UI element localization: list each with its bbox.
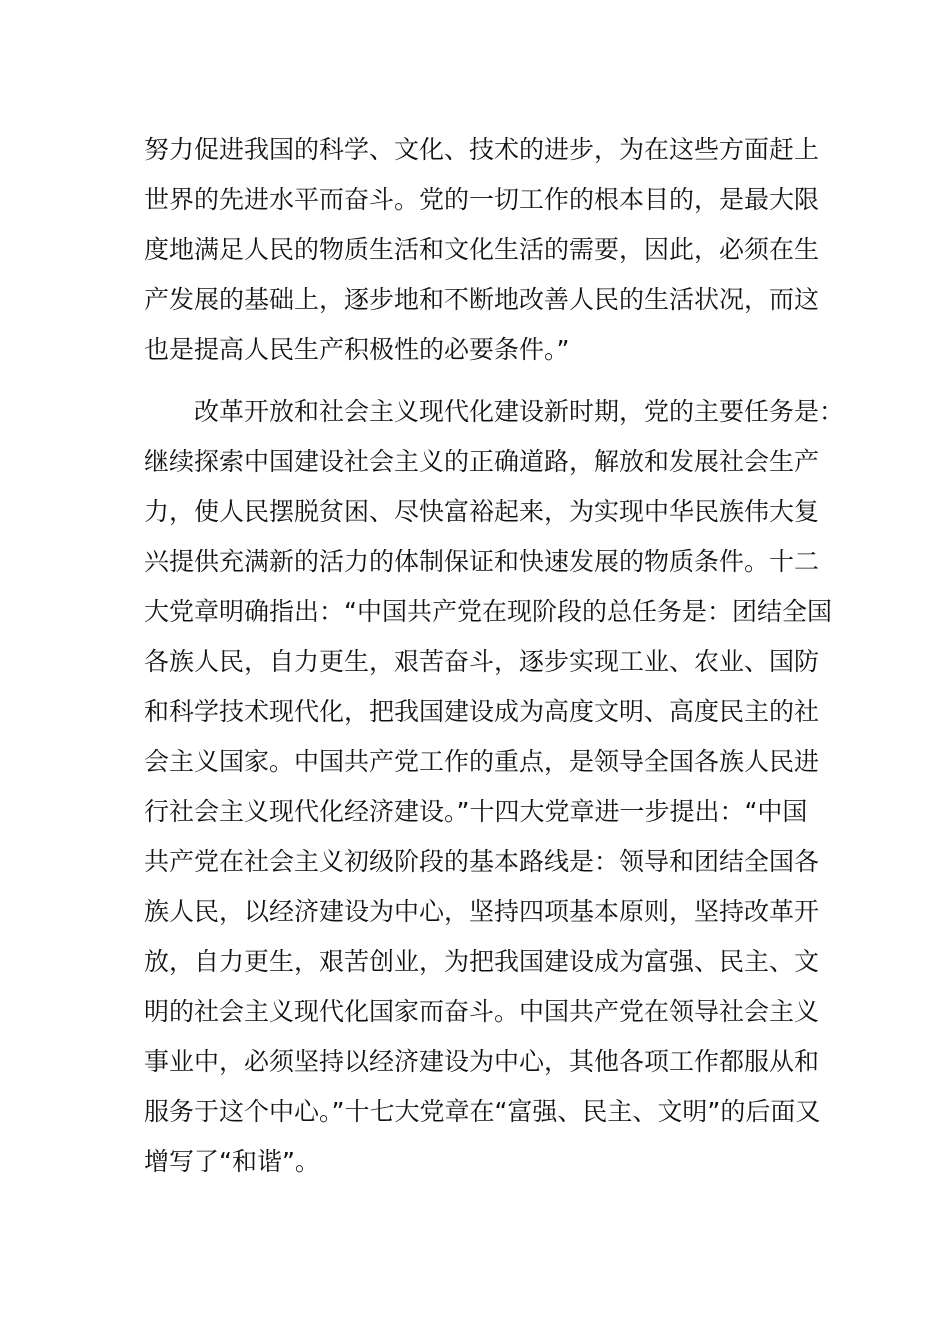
paragraph-line: 各族人民，自力更生，艰苦奋斗，逐步实现工业、农业、国防 bbox=[144, 647, 820, 676]
paragraph-line: 度地满足人民的物质生活和文化生活的需要，因此，必须在生 bbox=[144, 235, 820, 264]
paragraph-line: 改革开放和社会主义现代化建设新时期，党的主要任务是： bbox=[194, 397, 845, 426]
paragraph-line: 力，使人民摆脱贫困、尽快富裕起来，为实现中华民族伟大复 bbox=[144, 497, 820, 526]
paragraph-line: 努力促进我国的科学、文化、技术的进步，为在这些方面赶上 bbox=[144, 135, 820, 164]
paragraph-line: 和科学技术现代化，把我国建设成为高度文明、高度民主的社 bbox=[144, 697, 820, 726]
paragraph-1 bbox=[144, 125, 820, 375]
paragraph-line: 事业中，必须坚持以经济建设为中心，其他各项工作都服从和 bbox=[144, 1047, 820, 1076]
paragraph-line: 服务于这个中心。”十七大党章在“富强、民主、文明”的后面又 bbox=[144, 1097, 821, 1126]
paragraph-line: 大党章明确指出：“中国共产党在现阶段的总任务是：团结全国 bbox=[144, 597, 832, 626]
paragraph-line: 族人民，以经济建设为中心，坚持四项基本原则，坚持改革开 bbox=[144, 897, 820, 926]
paragraph-line: 行社会主义现代化经济建设。”十四大党章进一步提出：“中国 bbox=[144, 797, 808, 826]
paragraph-line: 世界的先进水平而奋斗。党的一切工作的根本目的，是最大限 bbox=[144, 185, 820, 214]
paragraph-line: 会主义国家。中国共产党工作的重点，是领导全国各族人民进 bbox=[144, 747, 820, 776]
paragraph-line: 明的社会主义现代化国家而奋斗。中国共产党在领导社会主义 bbox=[144, 997, 820, 1026]
paragraph-line: 增写了“和谐”。 bbox=[144, 1147, 320, 1176]
paragraph-line: 也是提高人民生产积极性的必要条件。” bbox=[144, 335, 570, 364]
paragraph-line: 共产党在社会主义初级阶段的基本路线是：领导和团结全国各 bbox=[144, 847, 820, 876]
paragraph-line: 兴提供充满新的活力的体制保证和快速发展的物质条件。十二 bbox=[144, 547, 820, 576]
paragraph-line: 继续探索中国建设社会主义的正确道路，解放和发展社会生产 bbox=[144, 447, 820, 476]
paragraph-2 bbox=[144, 387, 845, 1187]
paragraph-line: 放，自力更生，艰苦创业，为把我国建设成为富强、民主、文 bbox=[144, 947, 820, 976]
paragraph-line: 产发展的基础上，逐步地和不断地改善人民的生活状况，而这 bbox=[144, 285, 820, 314]
